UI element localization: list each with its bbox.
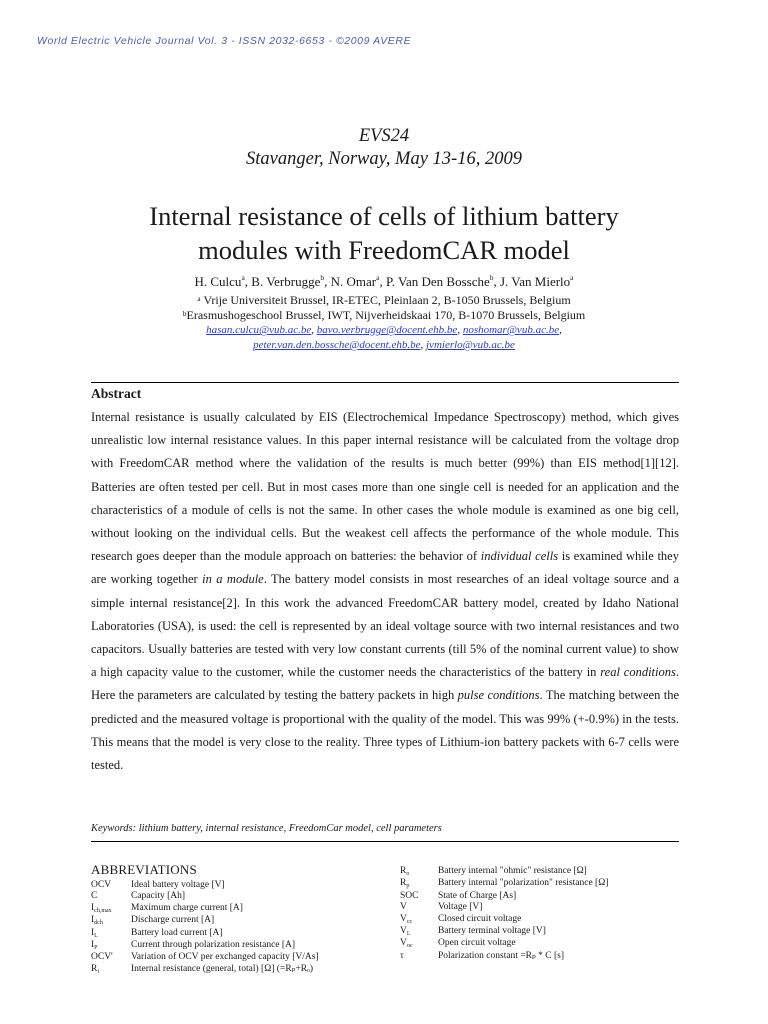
abbreviation-item: [91, 891, 319, 902]
abbreviation-description: Ideal battery voltage [V]: [131, 880, 225, 890]
abbreviation-item: [400, 951, 608, 962]
abbreviation-symbol: $V_{oc}$: [400, 938, 413, 950]
affiliation-a: [0, 293, 768, 308]
email-link[interactable]: hasan.culcu@vub.ac.be: [206, 324, 312, 336]
author-name: B. Verbrugge: [251, 274, 321, 289]
abbreviation-description: Internal resistance (general, total) [Ω] (=Rₚ+Rₒ): [131, 963, 314, 974]
abbreviation-symbol: $I_P$: [91, 940, 98, 952]
abbreviation-symbol: $I_{dch}$: [91, 915, 103, 927]
email-link[interactable]: bavo.verbrugge@docent.ehb.be: [316, 324, 458, 336]
abbreviation-item: [91, 915, 319, 927]
abbreviation-description: Polarization constant =Rₚ * C [s]: [438, 950, 565, 961]
abstract-body: Internal resistance is usually calculated by EIS (Electrochemical Impedance Spectroscopy) method, which gives unrealistic low internal resistance values. In this paper internal resistance will be calculated from the voltage drop with FreedomCAR method where the validation of the results is much better (99%) than EIS method[1][12]. Batteries are often tested per cell. But in most cases more than one single cell is needed for an application and the characteristics of a module of cells is not the same. In other cases the whole module is examined as one big cell, without looking on the individual cells. But the weakest cell affects the performance of the whole module. This research goes deeper than the module approach on batteries: the behavior of individual cells is examined while they are working together in a module. The battery model consists in most researches of an ideal voltage source and a simple internal resistance[2]. In this work the advanced FreedomCAR battery model, created by Idaho National Laboratories (USA), is used: the cell is represented by an ideal voltage source with two internal resistances and two capacitors. Usually batteries are tested with very low constant currents (till 5% of the nominal current value) to show a high capacity value to the customer, while the customer needs the characteristics of the battery in real conditions. Here the parameters are calculated by testing the battery packets in high pulse conditions. The matching between the predicted and the measured voltage is proportional with the quality of the model. This was 99% (+-0.9%) in the tests. This means that the model is very close to the reality. Three types of Lithium-ion battery packets with 6-7 cells were tested.: [91, 410, 680, 773]
abbreviation-description: Battery terminal voltage [V]: [438, 926, 546, 937]
author-name: H. Culcu: [194, 274, 242, 289]
author-name: J. Van Mierlo: [499, 274, 571, 289]
email-link[interactable]: jvmierlo@vub.ac.be: [426, 339, 515, 351]
abbreviation-description: Battery internal "ohmic" resistance [Ω]: [438, 866, 587, 876]
abbreviations-left-list: [91, 880, 319, 976]
abbreviations-right-list: [400, 866, 608, 962]
abbreviation-description: Variation of OCV per exchanged capacity [V/As]: [131, 952, 319, 963]
keywords-bottom-rule: [91, 841, 679, 842]
affiliation-mark: b: [182, 309, 187, 318]
abbreviation-item: [400, 902, 608, 913]
author-affiliation-mark: a: [570, 273, 574, 282]
abbreviation-symbol: OCV: [91, 880, 112, 890]
abbreviation-symbol: $R_o$: [400, 866, 410, 877]
abbreviation-description: State of Charge [As]: [438, 890, 517, 901]
conference-location: Stavanger, Norway, May 13-16, 2009: [246, 149, 522, 169]
affiliation-text: Vrije Universiteit Brussel, IR-ETEC, Pleinlaan 2, B-1050 Brussels, Belgium: [203, 293, 571, 307]
abbreviation-item: [400, 938, 608, 950]
author-list: H. Culcu$^a$, B. Verbrugge$^b$, N. Omar$^a$, P. Van Den Bossche$^b$, J. Van Mierlo$^a$: [194, 273, 574, 289]
abbreviation-symbol: $R_i$: [91, 963, 100, 975]
abbreviation-item: [91, 952, 319, 963]
abbreviation-symbol: τ: [400, 950, 404, 961]
abbreviation-item: [400, 914, 608, 926]
abbreviation-symbol: SOC: [400, 890, 419, 901]
abstract-heading: Abstract: [91, 386, 142, 401]
abbreviation-symbol: $V_{cc}$: [400, 913, 413, 925]
author-name: N. Omar: [330, 274, 377, 289]
abbreviation-description: Discharge current [A]: [131, 915, 215, 926]
abstract-top-rule: [91, 382, 679, 383]
email-line-1: hasan.culcu@vub.ac.be, bavo.verbrugge@docent.ehb.be, noshomar@vub.ac.be,: [206, 324, 562, 336]
abbreviation-item: [91, 928, 319, 940]
abbreviation-symbol: OCV': [91, 952, 113, 963]
journal-header: World Electric Vehicle Journal Vol. 3 - ISSN 2032-6653 - ©2009 AVERE: [37, 35, 412, 47]
abbreviation-symbol: C: [91, 891, 98, 902]
abbreviation-symbol: $R_p$: [400, 878, 410, 890]
email-link[interactable]: peter.van.den.bossche@docent.ehb.be: [253, 339, 421, 351]
author-affiliation-mark: b: [489, 273, 494, 282]
keywords: Keywords: lithium battery, internal resistance, FreedomCar model, cell parameters: [91, 823, 442, 834]
email-link[interactable]: noshomar@vub.ac.be: [462, 324, 560, 336]
author-name: P. Van Den Bossche: [385, 274, 490, 289]
abbreviation-description: Capacity [Ah]: [131, 891, 186, 902]
author-affiliation-mark: a: [376, 273, 380, 282]
abbreviations-heading: ABBREVIATIONS: [91, 862, 197, 877]
abbreviation-item: [91, 903, 319, 915]
abbreviation-description: Open circuit voltage: [438, 938, 516, 949]
abbreviation-description: Battery load current [A]: [131, 927, 223, 938]
abbreviation-symbol: $I_L$: [91, 927, 98, 939]
abbreviation-description: Battery internal "polarization" resistance [Ω]: [438, 878, 609, 889]
conference-name: EVS24: [358, 126, 410, 146]
paper-title-line-1: Internal resistance of cells of lithium battery: [149, 201, 619, 231]
abbreviation-symbol: $I_{ch,max}$: [91, 902, 112, 914]
abbreviation-symbol: $V_L$: [400, 926, 411, 938]
affiliation-b: [0, 308, 768, 323]
author-affiliation-mark: b: [320, 273, 325, 282]
abbreviation-item: [91, 880, 319, 891]
abbreviation-item: [91, 940, 319, 952]
abbreviation-description: Closed circuit voltage: [438, 913, 522, 924]
abbreviation-description: Maximum charge current [A]: [131, 902, 243, 913]
affiliation-mark: a: [197, 294, 201, 303]
author-affiliation-mark: a: [241, 273, 245, 282]
abbreviation-item: [400, 866, 608, 878]
abbreviation-item: [400, 878, 608, 890]
abbreviation-symbol: V: [400, 902, 407, 913]
email-line-2: peter.van.den.bossche@docent.ehb.be, jvmierlo@vub.ac.be: [253, 339, 515, 351]
paper-title-line-2: modules with FreedomCAR model: [198, 235, 570, 265]
abbreviation-item: [400, 891, 608, 902]
affiliation-text: Erasmushogeschool Brussel, IWT, Nijverheidskaai 170, B-1070 Brussels, Belgium: [186, 308, 586, 322]
abbreviation-item: [400, 926, 608, 938]
abbreviation-item: [91, 964, 319, 976]
abbreviation-description: Voltage [V]: [438, 902, 483, 913]
abbreviation-description: Current through polarization resistance [A]: [131, 940, 296, 951]
